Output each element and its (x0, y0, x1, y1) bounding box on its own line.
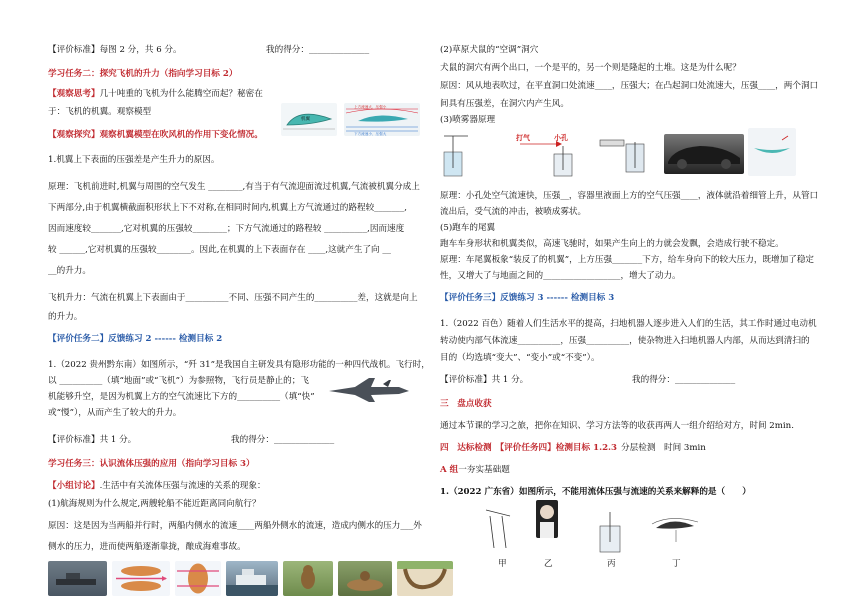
principle-line-4: 较 ______,它对机翼的压强较________。因此,在机翼的上下表面存在 ____,这就产生了向 __ (48, 245, 391, 255)
paper-strips-icon (480, 506, 524, 554)
option-ding-figure (650, 506, 700, 546)
fighter-jet-image (325, 374, 411, 404)
airflow-icon (344, 103, 420, 136)
group-a-heading (440, 464, 510, 476)
sprayer-icon-3 (596, 128, 658, 178)
prairie-dog-photo-2 (338, 561, 392, 596)
q3-text (440, 486, 751, 498)
layered-test: 分层检测 时间 3min (621, 443, 706, 453)
label-jia: 甲 (498, 559, 507, 569)
principle-line-3: 因而速度较_______,它对机翼的压强较________；下方气流通过的路程较 __________,因而速度 (48, 224, 405, 234)
eval-task-four: 【评价任务四】检测目标 1.2.3 (495, 443, 618, 453)
wing-profile-icon (650, 506, 700, 546)
option-yi-photo (536, 500, 558, 538)
observe-think (48, 88, 263, 100)
spoiler-reason-2: 性，又增大了与地面之间的__________________，增大了动力。 (440, 271, 681, 281)
principle-line-1: 原理：飞机前进时,机翼与周围的空气发生 ________,有当于有气流迎面流过机翼,气流被机翼分成上 (48, 182, 420, 192)
airflow-top-label: 上方流速大、压强小 (354, 105, 387, 109)
label-ding: 丁 (672, 559, 681, 569)
q2-line-3: 目的（均选填“变大”、“变小”或“不变”）。 (440, 353, 600, 363)
principle-line-2: 下两部分,由于机翼横截面积形状上下不对称,在相同时间内,机翼上方气流通过的路程较_______, (48, 203, 407, 213)
spoiler-diagram (748, 128, 796, 176)
group-discussion (48, 480, 266, 492)
grading-standard-3: 【评价标准】共 1 分。 (440, 375, 529, 385)
section-three-heading: 三 盘点收获 (440, 399, 492, 409)
discussion-q1: (1)航海规则为什么规定,两艘轮船不能近距离同向航行？ (48, 499, 261, 509)
burrow-diagram (397, 561, 453, 596)
airfoil-icon (281, 103, 337, 136)
flow-arrows-icon-2 (175, 561, 221, 596)
sprayer-icon-2 (500, 128, 586, 178)
airflow-bottom-label: 下方流速小、压强大 (354, 132, 387, 136)
prairie-dog-photo-1 (283, 561, 333, 596)
spoiler-reason-1: 原理：车尾翼板象“装反了的机翼”，上方压强_______下方，给车身向下的较大压力，既增加了稳定 (440, 255, 815, 265)
q2-line-2: 转动使内部气体流速__________，压强__________，使杂物进入扫地机器人内部，从而达到清扫的 (440, 336, 810, 346)
sprayer-figure-3 (596, 128, 658, 178)
q1-line-4: 或“慢”），从而产生了较大的升力。 (48, 408, 182, 418)
burrow-tunnel-icon (397, 561, 453, 596)
eval-task-two-heading: 【评价任务二】反馈练习 2 ------ 检测目标 2 (48, 334, 223, 344)
ships-photo (48, 561, 107, 596)
item-1-statement: 1.机翼上下表面的压强差是产生升力的原因。 (48, 155, 220, 165)
sprayer-figure-1 (442, 128, 472, 178)
sports-car-photo (664, 134, 744, 174)
grading-standard-1: 【评价标准】每图 2 分，共 6 分。 (48, 45, 182, 55)
section-four-title: 四 达标检测 (440, 443, 492, 453)
spoiler-text: 跑车车身形状和机翼类似，高速飞驰时，如果产生向上的力就会发飘，会造成行驶不稳定。 (440, 239, 784, 249)
spoiler-heading: (5)跑车的尾翼 (440, 223, 496, 233)
group-a-label: A 组 (440, 465, 459, 475)
observe-think-tag: 【观察思考】 (48, 89, 100, 99)
ship-flow-diagram-2 (175, 561, 221, 596)
bottle-icon (588, 508, 634, 556)
label-bing: 丙 (607, 559, 616, 569)
my-score-1: 我的得分：______________ (266, 45, 370, 55)
sprayer-reason-1: 原理：小孔处空气流速快，压强__，容器里液面上方的空气压强____，液体就沿着细管上升，从管口 (440, 191, 819, 201)
summary-text: 通过本节课的学习之旅，把你在知识、学习方法等的收获再两人一组介绍给对方，时间 2min. (440, 421, 794, 431)
lift-line-2: 的升力。 (48, 312, 83, 322)
q1-line-3: 机能够升空，是因为机翼上方的空气流速比下方的__________（填“快” (48, 392, 315, 402)
burrow-reason-2: 间具有压强差，在洞穴内产生风。 (440, 99, 569, 109)
observe-explore: 【观察探究】观察机翼模型在吹风机的作用下变化情况。 (48, 130, 263, 140)
grading-standard-2: 【评价标准】共 1 分。 (48, 435, 137, 445)
observe-think-text: 几十吨重的飞机为什么能腾空而起？秘密在 (99, 89, 263, 99)
group-a-desc: 一夯实基础题 (458, 465, 510, 475)
q1-line-2: 以 __________（填“地面”或“飞机”）为参照物，飞行员是静止的；飞 (48, 376, 309, 386)
q3-text-content: 1.（2022 广东省）如图所示，不能用流体压强与流速的关系来解释的是（ ） (440, 487, 751, 497)
pump-label: 打气 (516, 133, 530, 142)
sprayer-figure-2 (500, 128, 586, 178)
sprayer-reason-2: 流出后，受气流的冲击，被喷成雾状。 (440, 207, 587, 217)
option-jia-figure (480, 506, 524, 554)
ship-sea-photo (226, 561, 278, 596)
my-score-2: 我的得分：______________ (231, 435, 335, 445)
burrow-text: 犬鼠的洞穴有两个出口，一个是平的，另一个则是隆起的土堆。这是为什么呢？ (440, 63, 741, 73)
spoiler-icon (748, 128, 796, 176)
ship-reason-2: 侧水的压力，进而使两船逐渐靠拢，酿成海难事故。 (48, 542, 246, 552)
q1-line-1: 1.（2022 贵州黔东南）如图所示，“歼 31”是我国自主研发具有隐形功能的一种四代战机。飞行时， (48, 360, 430, 370)
burrow-heading: (2)草原犬鼠的“空调”洞穴 (440, 45, 539, 55)
hole-label: 小孔 (554, 133, 568, 142)
principle-line-5: __的升力。 (48, 266, 91, 276)
ship-icon (48, 561, 107, 596)
ship-reason-1: 原因：这是因为当两船并行时，两船内侧水的流速____两船外侧水的流速，造成内侧水的压力___外 (48, 521, 422, 531)
prairie-dog-icon (283, 561, 333, 596)
airfoil-image (281, 103, 337, 136)
car-icon (664, 134, 744, 174)
task-two-heading: 学习任务二：探究飞机的升力（指向学习目标 2） (48, 69, 238, 79)
my-score-3: 我的得分：______________ (632, 375, 736, 385)
lift-line-1: 飞机升力：气流在机翼上下表面由于__________不同、压强不同产生的__________差，这就是向上 (48, 293, 418, 303)
option-bing-figure (588, 508, 634, 556)
airflow-diagram (344, 103, 420, 136)
group-discussion-tag: 【小组讨论】 (48, 481, 100, 491)
label-yi: 乙 (544, 559, 553, 569)
flow-arrows-icon (112, 561, 170, 596)
section-four-heading (440, 442, 706, 454)
jet-icon (325, 374, 411, 404)
ship-flow-diagram (112, 561, 170, 596)
task-three-heading: 学习任务三：认识流体压强的应用（指向学习目标 3） (48, 459, 255, 469)
wing-label: 机翼 (301, 117, 310, 122)
sprayer-heading: (3)喷雾器原理 (440, 115, 496, 125)
burrow-icon (338, 561, 392, 596)
sprayer-icon-1 (442, 128, 472, 178)
eval-task-three-heading: 【评价任务三】反馈练习 3 ------ 检测目标 3 (440, 293, 615, 303)
burrow-reason-1: 原因：风从地表吹过，在平直洞口处流速____，压强大；在凸起洞口处流速大，压强____，两个洞口 (440, 81, 819, 91)
ship-icon-2 (226, 561, 278, 596)
q2-line-1: 1.（2022 百色）随着人们生活水平的提高，扫地机器人逐步进入人们的生活，其工作时通过电动机 (440, 319, 817, 329)
observe-think-cont: 于：飞机的机翼。观察模型 (48, 107, 152, 117)
person-icon (536, 500, 558, 538)
group-discussion-text: .生活中有关流体压强与流速的关系的现象： (99, 481, 266, 491)
